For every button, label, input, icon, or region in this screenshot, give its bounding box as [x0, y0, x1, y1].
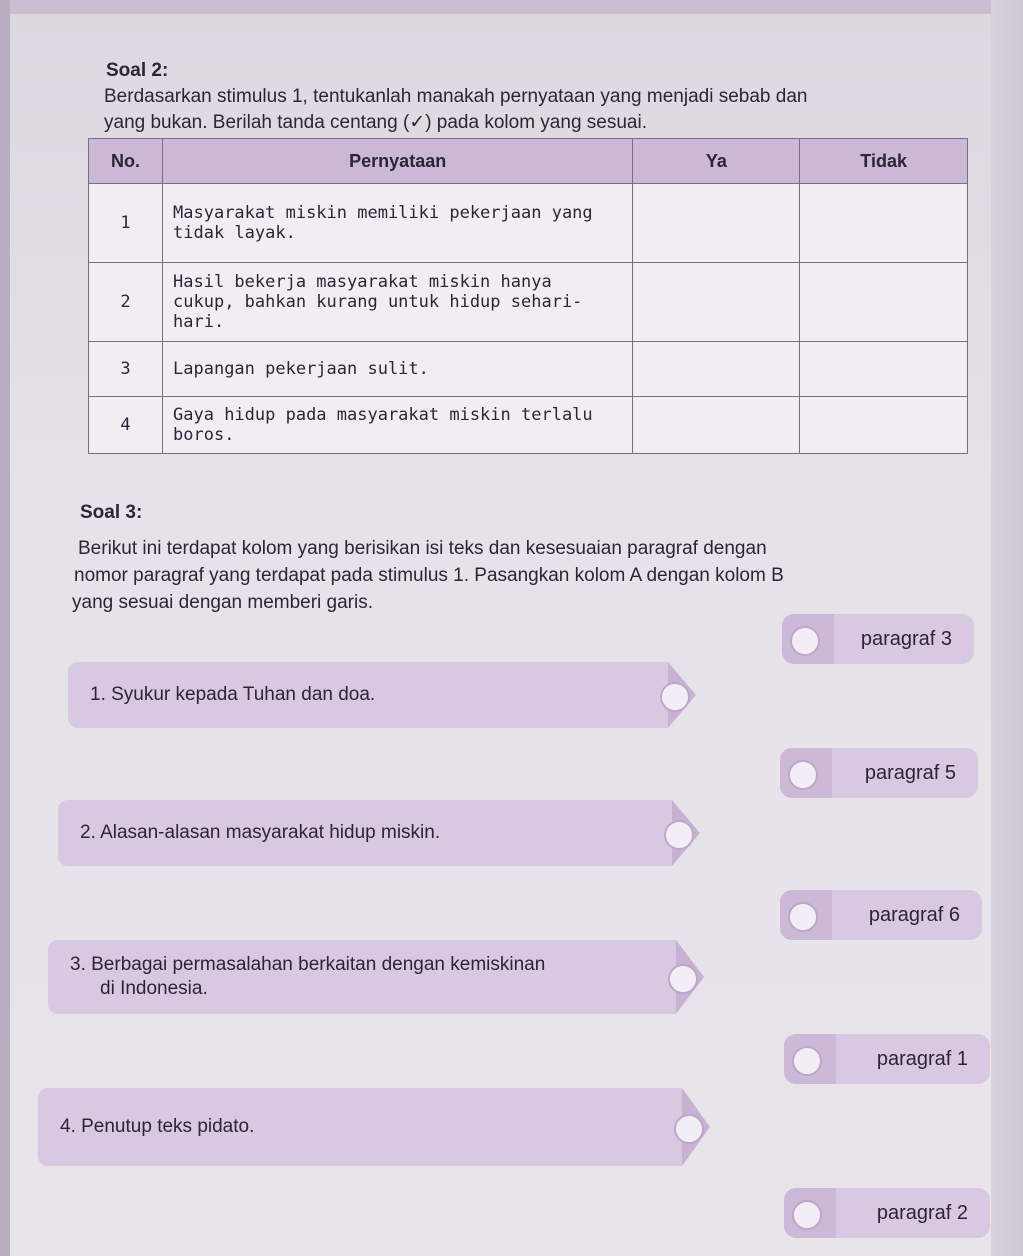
header-statement: Pernyataan: [163, 139, 633, 184]
table-header-row: [89, 139, 968, 184]
connector-dot-icon[interactable]: [674, 1114, 704, 1144]
column-a-item-2[interactable]: [58, 800, 672, 866]
column-b-label: paragraf 3: [860, 627, 952, 650]
statement-table: [88, 138, 968, 454]
row-number: 1: [89, 184, 163, 263]
column-b-label: paragraf 2: [876, 1201, 968, 1224]
column-b-item-paragraf-2[interactable]: [790, 1188, 990, 1238]
connector-dot-icon[interactable]: [788, 902, 818, 932]
column-a-text: 4. Penutup teks pidato.: [60, 1116, 255, 1137]
connector-dot-icon[interactable]: [790, 626, 820, 656]
page-edge-top: [0, 0, 1023, 14]
table-row: [89, 184, 968, 263]
yes-checkbox-cell[interactable]: [633, 263, 800, 342]
header-no-answer: Tidak: [800, 139, 968, 184]
row-statement: Masyarakat miskin memiliki pekerjaan yang tidak layak.: [163, 184, 633, 263]
soal3-heading: Soal 3:: [80, 502, 143, 523]
column-a-text-line2: di Indonesia.: [100, 978, 208, 999]
column-b-item-paragraf-5[interactable]: [786, 748, 978, 798]
column-a-item-3[interactable]: [48, 940, 676, 1014]
soal2-instruction-line2: yang bukan. Berilah tanda centang (✓) pada kolom yang sesuai.: [104, 112, 647, 133]
column-b-item-paragraf-6[interactable]: [786, 890, 982, 940]
soal3-instruction-line2: nomor paragraf yang terdapat pada stimulus 1. Pasangkan kolom A dengan kolom B: [74, 565, 784, 586]
column-a-text: 1. Syukur kepada Tuhan dan doa.: [90, 684, 376, 705]
row-number: 2: [89, 263, 163, 342]
soal2-heading: Soal 2:: [106, 60, 169, 81]
column-b-item-paragraf-1[interactable]: [790, 1034, 990, 1084]
table-row: [89, 397, 968, 454]
column-a-item-1[interactable]: [68, 662, 668, 728]
column-a-text: 3. Berbagai permasalahan berkaitan dengan kemiskinan: [70, 954, 546, 975]
no-checkbox-cell[interactable]: [800, 263, 968, 342]
table-row: [89, 263, 968, 342]
row-number: 3: [89, 342, 163, 397]
column-a-item-4[interactable]: [38, 1088, 682, 1166]
column-b-label: paragraf 6: [868, 903, 960, 926]
column-b-label: paragraf 5: [864, 761, 956, 784]
yes-checkbox-cell[interactable]: [633, 397, 800, 454]
connector-dot-icon[interactable]: [668, 964, 698, 994]
table-row: [89, 342, 968, 397]
header-no: No.: [89, 139, 163, 184]
column-a-text: 2. Alasan-alasan masyarakat hidup miskin.: [80, 822, 441, 843]
no-checkbox-cell[interactable]: [800, 342, 968, 397]
page-edge-right: [991, 0, 1023, 1256]
soal3-instruction-line3: yang sesuai dengan memberi garis.: [72, 592, 374, 613]
yes-checkbox-cell[interactable]: [633, 184, 800, 263]
no-checkbox-cell[interactable]: [800, 184, 968, 263]
connector-dot-icon[interactable]: [660, 682, 690, 712]
row-statement: Gaya hidup pada masyarakat miskin terlalu boros.: [163, 397, 633, 454]
column-b-label: paragraf 1: [876, 1047, 968, 1070]
yes-checkbox-cell[interactable]: [633, 342, 800, 397]
soal2-instruction-line1: Berdasarkan stimulus 1, tentukanlah manakah pernyataan yang menjadi sebab dan: [104, 86, 808, 107]
column-b-item-paragraf-3[interactable]: [788, 614, 974, 664]
page-edge-left: [0, 0, 10, 1256]
connector-dot-icon[interactable]: [792, 1200, 822, 1230]
connector-dot-icon[interactable]: [792, 1046, 822, 1076]
row-statement: Hasil bekerja masyarakat miskin hanya cukup, bahkan kurang untuk hidup sehari-hari.: [163, 263, 633, 342]
connector-dot-icon[interactable]: [788, 760, 818, 790]
no-checkbox-cell[interactable]: [800, 397, 968, 454]
connector-dot-icon[interactable]: [664, 820, 694, 850]
header-yes: Ya: [633, 139, 800, 184]
row-number: 4: [89, 397, 163, 454]
row-statement: Lapangan pekerjaan sulit.: [163, 342, 633, 397]
soal3-instruction-line1: Berikut ini terdapat kolom yang berisikan isi teks dan kesesuaian paragraf dengan: [78, 538, 767, 559]
